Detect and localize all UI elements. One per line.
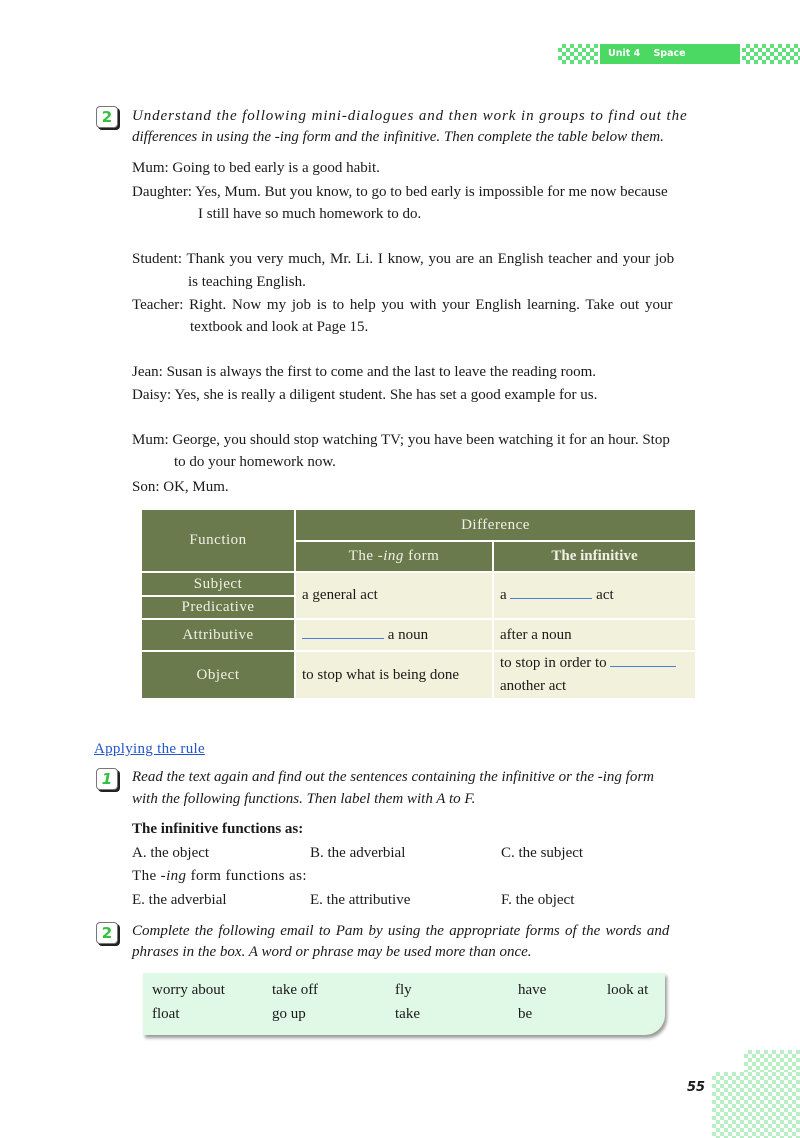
decor-pattern-footer [744, 1050, 800, 1072]
dialogue-line: Daisy: Yes, she is really a diligent student. She has set a good example for us. [132, 387, 598, 403]
row-attributive: Attributive [141, 619, 295, 651]
word: be [518, 1006, 533, 1022]
dialogue-line: Daughter: Yes, Mum. But you know, to go to bed early is impossible for me now because [132, 184, 668, 200]
word: take off [272, 982, 318, 998]
instruction-line: phrases in the box. A word or phrase may be used more than once. [132, 944, 532, 960]
dialogue-line: Mum: George, you should stop watching TV; you have been watching it for an hour. Stop [132, 432, 670, 448]
dialogue-line: Mum: Going to bed early is a good habit. [132, 160, 380, 176]
unit-header [600, 44, 740, 79]
answer-blank[interactable] [510, 598, 592, 599]
cell-obj-inf: to stop in order to another act [493, 651, 696, 699]
word: worry about [152, 982, 225, 998]
applying-rule-heading[interactable]: Applying the rule [94, 741, 205, 757]
exercise-number-badge: 2 [96, 922, 118, 944]
dialogue-line: is teaching English. [188, 274, 306, 290]
row-object: Object [141, 651, 295, 699]
option: E. the attributive [310, 892, 411, 908]
word: fly [395, 982, 412, 998]
dialogue-line: Teacher: Right. Now my job is to help you with your English learning. Take out your [132, 297, 673, 313]
ing-heading: The -ing form functions as: [132, 868, 307, 884]
option: F. the object [501, 892, 575, 908]
unit-title: Space Exploration [608, 48, 686, 79]
cell-obj-ing: to stop what is being done [295, 651, 493, 699]
answer-blank[interactable] [610, 666, 676, 667]
dialogue-line: I still have so much homework to do. [198, 206, 422, 222]
option: B. the adverbial [310, 845, 406, 861]
header-ing-form: The -ing form [295, 541, 493, 572]
row-subject: Subject [141, 572, 295, 596]
difference-table [140, 508, 697, 700]
option: E. the adverbial [132, 892, 227, 908]
instruction-line: Understand the following mini-dialogues and then work in groups to find out the [132, 108, 688, 124]
word: have [518, 982, 547, 998]
dialogue-line: Jean: Susan is always the first to come and the last to leave the reading room. [132, 364, 597, 380]
option: A. the object [132, 845, 210, 861]
exercise-number-badge: 2 [96, 106, 118, 128]
infinitive-heading: The infinitive functions as: [132, 821, 304, 837]
dialogue-line: Son: OK, Mum. [132, 479, 229, 495]
unit-label: Unit 4 [608, 48, 641, 59]
dialogue-line: to do your homework now. [174, 454, 336, 470]
dialogue-line: textbook and look at Page 15. [190, 319, 369, 335]
header-function: Function [141, 509, 295, 572]
row-predicative: Predicative [141, 596, 295, 619]
cell-attr-inf: after a noun [493, 619, 696, 651]
option: C. the subject [501, 845, 584, 861]
decor-pattern-footer [712, 1072, 800, 1138]
instruction-line: differences in using the -ing form and the infinitive. Then complete the table below them. [132, 129, 664, 145]
instruction-line: Read the text again and find out the sentences containing the infinitive or the -ing form [132, 769, 654, 785]
instruction-line: with the following functions. Then label them with A to F. [132, 791, 476, 807]
header-infinitive: The infinitive [493, 541, 696, 572]
answer-blank[interactable] [302, 638, 384, 639]
cell-sp-inf: a act [493, 572, 696, 619]
decor-pattern-left [558, 44, 598, 64]
cell-sp-ing: a general act [295, 572, 493, 619]
page-number: 55 [687, 1080, 706, 1095]
word: take [395, 1006, 420, 1022]
word: look at [607, 982, 649, 998]
header-difference: Difference [295, 509, 696, 541]
cell-attr-ing: a noun [295, 619, 493, 651]
word: go up [272, 1006, 306, 1022]
exercise-number-badge: 1 [96, 768, 118, 790]
instruction-line: Complete the following email to Pam by using the appropriate forms of the words and [132, 923, 670, 939]
word: float [152, 1006, 180, 1022]
dialogue-line: Student: Thank you very much, Mr. Li. I know, you are an English teacher and your job [132, 251, 675, 267]
decor-pattern-right [742, 44, 800, 64]
